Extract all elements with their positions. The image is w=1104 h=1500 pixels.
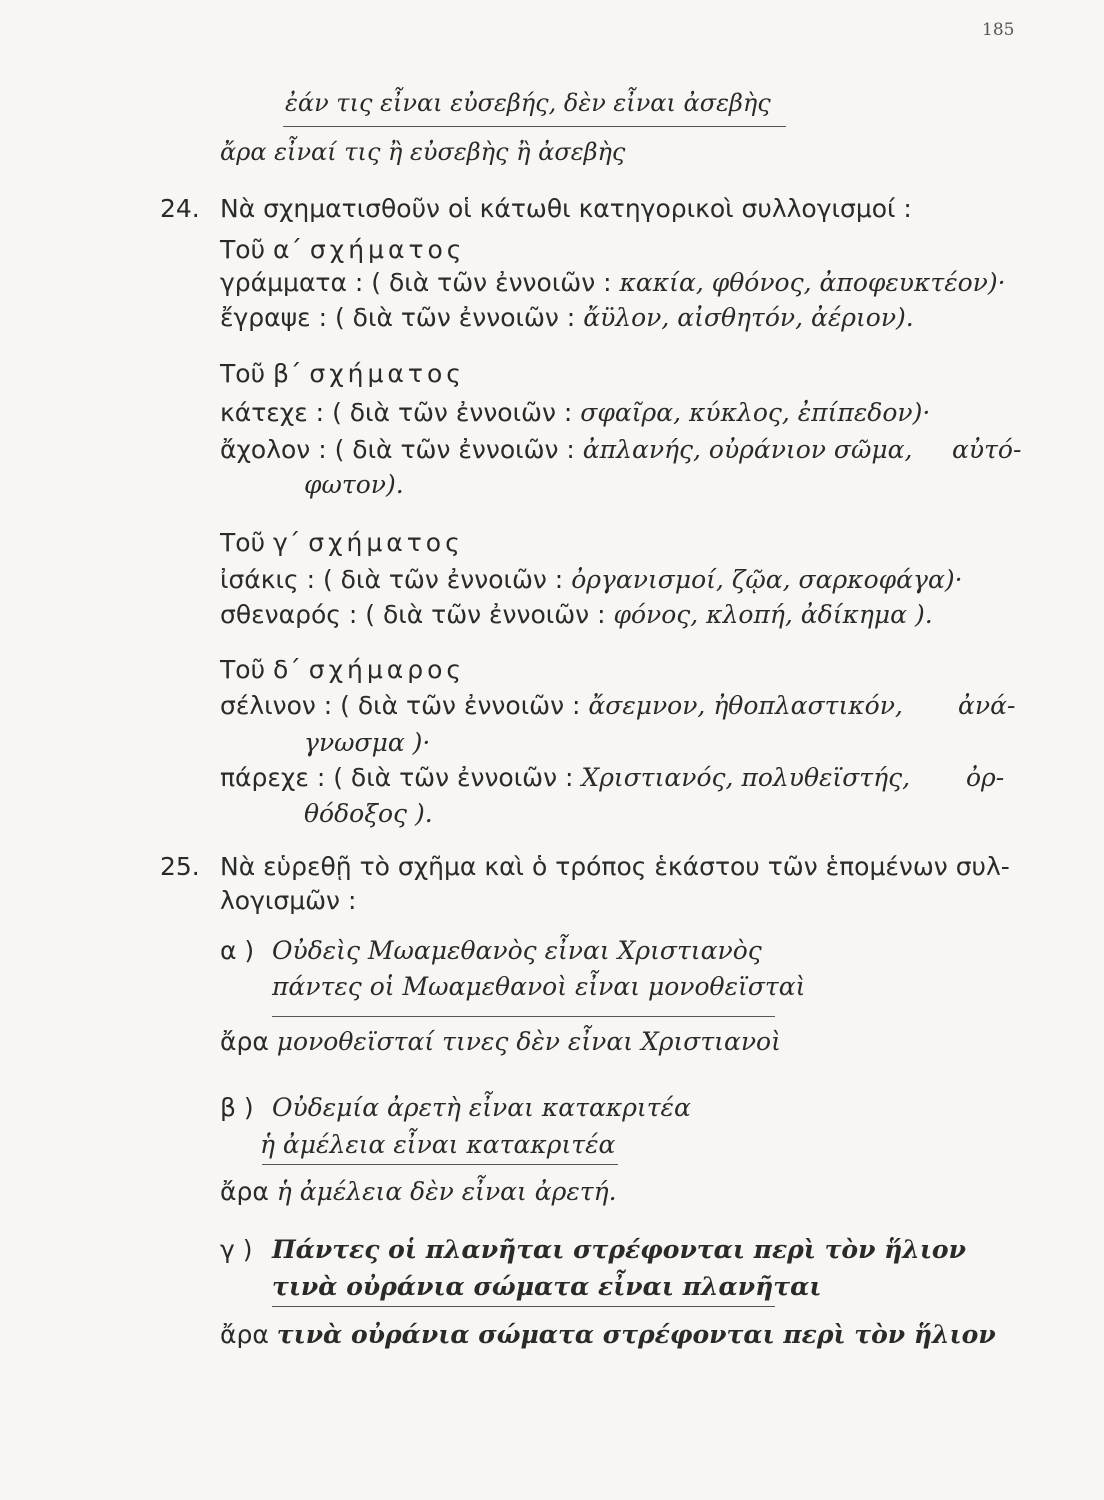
intro-premise: ἐάν τις εἶναι εὐσεβής, δὲν εἶναι ἀσεβὴς: [285, 89, 771, 117]
fig-c-heading-word: σχήματος: [308, 528, 464, 557]
fig-a-line-1-key: γράμματα :: [220, 268, 364, 297]
fig-d-heading-word: σχήμαρος: [308, 655, 466, 684]
fig-c-heading: [220, 528, 464, 558]
fig-c-line-2: [220, 600, 933, 630]
fig-c-line-2-intro: ( διὰ τῶν ἐννοιῶν :: [365, 600, 606, 629]
fig-d-line-1-terms: ἄσεμνον, ἠθοπλαστικόν,: [588, 691, 903, 720]
ex25-b-label: β ): [220, 1093, 254, 1122]
fig-d-line-2-key: πάρεχε :: [220, 763, 326, 792]
ex25-b-premise-2: ἡ ἀμέλεια εἶναι κατακριτέα: [260, 1130, 616, 1159]
ex25-c-premise-2: τινὰ οὐράνια σώματα εἶναι πλανῆται: [272, 1272, 822, 1301]
ex24-text: Νὰ σχηματισθοῦν οἱ κάτωθι κατηγορικοὶ συλλογισμοί :: [220, 194, 912, 223]
fig-d-line-2-end: ὀρ-: [966, 763, 1005, 792]
ex25-b-conclusion: [220, 1177, 617, 1207]
fig-b-line-1: [220, 398, 930, 428]
ex24-number: 24.: [160, 194, 200, 223]
ex25-c-conc-text: τινὰ οὐράνια σώματα στρέφονται περὶ τὸν ἥλιον: [276, 1320, 996, 1349]
ex25-a-rule: [272, 1016, 775, 1017]
ex25-c-conc-lead: ἄρα: [220, 1320, 269, 1349]
ex25-a-conc-lead: ἄρα: [220, 1027, 269, 1056]
fig-c-line-2-key: σθεναρός :: [220, 600, 358, 629]
fig-d-line-2-terms: Χριστιανός, πολυθεϊστής,: [581, 763, 911, 792]
fig-d-line-2: [220, 763, 910, 793]
fig-b-line-1-key: κάτεχε :: [220, 398, 325, 427]
fig-d-line-1: [220, 691, 903, 721]
ex25-b-premise-1: Οὐδεμία ἀρετὴ εἶναι κατακριτέα: [272, 1093, 691, 1122]
fig-a-heading: [220, 235, 465, 265]
fig-b-line-2-terms: ἀπλανής, οὐράνιον σῶμα,: [582, 435, 913, 464]
fig-a-line-2-terms: ἄϋλον, αἰσθητόν, ἀέριον).: [583, 303, 914, 332]
fig-b-line-1-intro: ( διὰ τῶν ἐννοιῶν :: [332, 398, 573, 427]
fig-c-line-1-intro: ( διὰ τῶν ἐννοιῶν :: [322, 565, 564, 594]
fig-b-line-2: [220, 435, 912, 465]
fig-a-line-1-intro: ( διὰ τῶν ἐννοιῶν :: [371, 268, 612, 297]
ex25-a-label: α ): [220, 936, 255, 965]
ex25-b-rule: [262, 1164, 618, 1165]
fig-b-heading-word: σχήματος: [309, 359, 465, 388]
fig-b-line-2-intro: ( διὰ τῶν ἐννοιῶν :: [334, 435, 575, 464]
fig-a-heading-lead: Τοῦ α΄: [220, 235, 302, 264]
fig-c-line-1-terms: ὀργανισμοί, ζῷα, σαρκοφάγα)·: [571, 565, 963, 594]
ex25-text-line-1: Νὰ εὑρεθῇ τὸ σχῆμα καὶ ὁ τρόπος ἑκάστου τῶν ἑπομένων συλ-: [220, 852, 1010, 881]
fig-a-line-1-terms: κακία, φθόνος, ἀποφευκτέον)·: [619, 268, 1006, 297]
fig-c-line-2-terms: φόνος, κλοπή, ἀδίκημα ).: [613, 600, 933, 629]
fig-d-line-1-end: ἀνά-: [958, 691, 1016, 720]
fig-a-line-2-intro: ( διὰ τῶν ἐννοιῶν :: [334, 303, 576, 332]
fig-d-line-1-intro: ( διὰ τῶν ἐννοιῶν :: [340, 691, 581, 720]
ex25-a-conclusion: [220, 1027, 781, 1057]
fig-c-heading-lead: Τοῦ γ΄: [220, 528, 301, 557]
ex25-c-conclusion: [220, 1320, 996, 1350]
ex25-c-premise-1: Πάντες οἱ πλανῆται στρέφονται περὶ τὸν ἥλιον: [272, 1235, 966, 1264]
ex25-b-conc-text: ἡ ἀμέλεια δὲν εἶναι ἀρετή.: [276, 1177, 617, 1206]
fig-a-heading-word: σχήματος: [309, 235, 466, 264]
fig-d-heading: [220, 655, 465, 685]
fig-d-heading-lead: Τοῦ δ΄: [220, 655, 301, 684]
ex25-text-line-2: λογισμῶν :: [220, 886, 357, 915]
page-number: 185: [982, 20, 1015, 40]
fig-a-line-2: [220, 303, 914, 333]
ex25-c-rule: [272, 1306, 775, 1307]
fig-b-line-2-cont: φωτον).: [304, 470, 404, 499]
fig-a-line-1: [220, 268, 1006, 298]
fig-a-line-2-key: ἔγραψε :: [220, 303, 328, 332]
intro-rule: [283, 126, 786, 127]
fig-d-line-1-key: σέλινον :: [220, 691, 333, 720]
fig-b-line-1-terms: σφαῖρα, κύκλος, ἐπίπεδον)·: [580, 398, 931, 427]
fig-b-heading-lead: Τοῦ β΄: [220, 359, 302, 388]
fig-c-line-1: [220, 565, 963, 595]
ex25-a-conc-text: μονοθεϊσταί τινες δὲν εἶναι Χριστιανοὶ: [276, 1027, 781, 1056]
fig-b-heading: [220, 359, 465, 389]
ex25-number: 25.: [160, 852, 200, 881]
fig-b-line-2-key: ἄχολον :: [220, 435, 327, 464]
ex25-c-label: γ ): [220, 1235, 253, 1264]
fig-d-line-2-intro: ( διὰ τῶν ἐννοιῶν :: [333, 763, 574, 792]
intro-conclusion: ἄρα εἶναί τις ἢ εὐσεβὴς ἢ ἀσεβὴς: [220, 138, 626, 166]
ex25-b-conc-lead: ἄρα: [220, 1177, 269, 1206]
fig-c-line-1-key: ἰσάκις :: [220, 565, 316, 594]
ex25-a-premise-2: πάντες οἱ Μωαμεθανοὶ εἶναι μονοθεϊσταὶ: [272, 972, 806, 1001]
fig-b-line-2-end: αὐτό-: [952, 435, 1022, 464]
fig-d-line-1-cont: γνωσμα )·: [304, 728, 431, 757]
fig-d-line-2-cont: θόδοξος ).: [304, 799, 433, 828]
ex25-a-premise-1: Οὐδεὶς Μωαμεθανὸς εἶναι Χριστιανὸς: [272, 936, 762, 965]
